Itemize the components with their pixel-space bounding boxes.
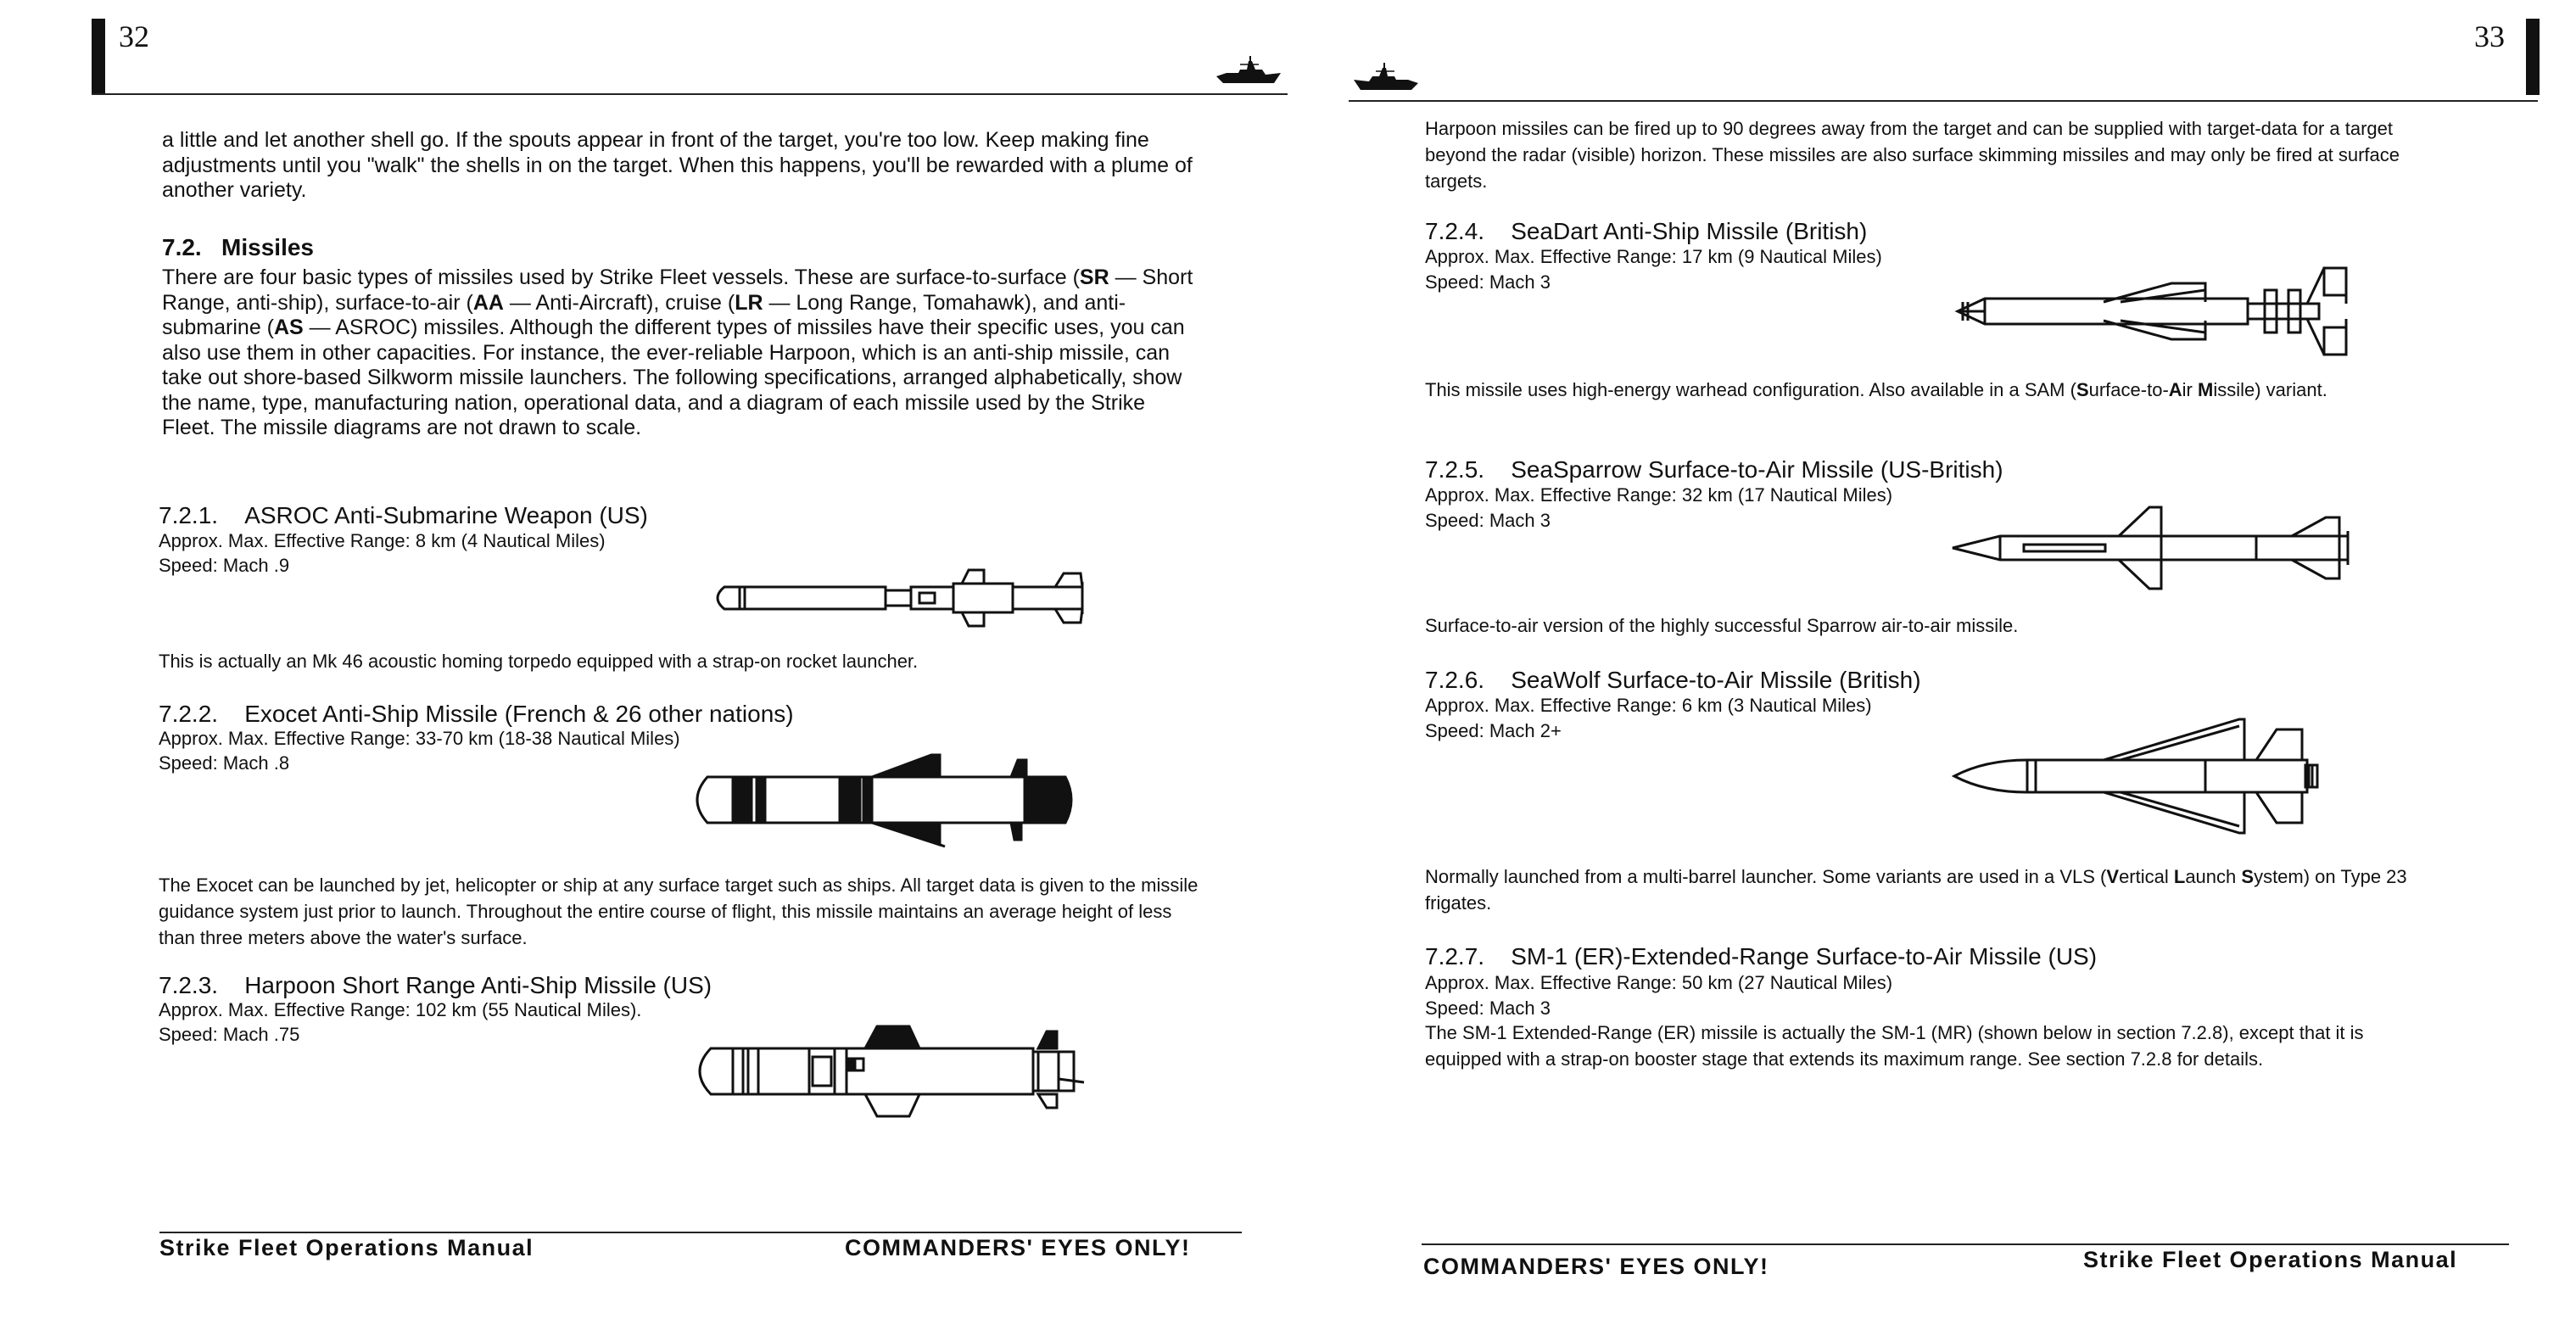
body-text: — Anti-Aircraft), cruise (	[503, 290, 735, 315]
missile-speed-exocet: Speed: Mach .8	[159, 752, 290, 774]
missile-name: Exocet Anti-Ship Missile (French & 26 other nations)	[244, 701, 794, 727]
header-rule-left	[92, 93, 1288, 95]
missile-speed-seasparrow: Speed: Mach 3	[1425, 510, 1551, 531]
missile-note-sm1er: The SM-1 Extended-Range (ER) missile is actually the SM-1 (MR) (shown below in section 7.2.8), except that it is equipped with a strap-on booster stage that extends its maximum range. See section 7.2.8 for details.	[1425, 1022, 2364, 1070]
missile-range-seasparrow: Approx. Max. Effective Range: 32 km (17 Nautical Miles)	[1425, 484, 1893, 506]
abbr-letter: V	[2106, 866, 2120, 887]
footer-rule-right	[1422, 1243, 2509, 1245]
missile-number: 7.2.6.	[1425, 667, 1485, 693]
body-text: There are four basic types of missiles used by Strike Fleet vessels. These are surface-to-surface (	[162, 265, 1080, 289]
missile-name: Harpoon Short Range Anti-Ship Missile (US)	[244, 972, 712, 998]
abbr-letter: S	[2076, 379, 2089, 400]
missile-heading-asroc	[159, 502, 648, 529]
footer-rule-left	[159, 1232, 1242, 1233]
page-tab-left	[92, 19, 105, 95]
missile-range-seawolf: Approx. Max. Effective Range: 6 km (3 Nautical Miles)	[1425, 695, 1872, 716]
missile-speed-harpoon: Speed: Mach .75	[159, 1024, 300, 1045]
missile-note-exocet: The Exocet can be launched by jet, helicopter or ship at any surface target such as ships. All target data is given to the missile guidance system just prior to launch. Throughout the entire course of flight, this missile maintains an average height of less than three meters above the water's surface.	[159, 875, 1199, 948]
abbr-letter: S	[2241, 866, 2255, 887]
missile-name: SeaWolf Surface-to-Air Missile (British)	[1511, 667, 1921, 693]
missile-speed-sm1er: Speed: Mach 3	[1425, 998, 1551, 1019]
missile-speed-seawolf: Speed: Mach 2+	[1425, 720, 1562, 741]
section-heading-missiles	[162, 234, 314, 261]
body-text: — Long Range, Tomahawk), and anti-submarine (	[162, 290, 1126, 339]
intro-paragraph-left: a little and let another shell go. If the spouts appear in front of the target, you're too low. Keep making fine adjustments until you "walk" the shells in on the target. When this happens, you'll be rewarded with a plume of another variety.	[162, 128, 1193, 202]
missile-range-seadart: Approx. Max. Effective Range: 17 km (9 Nautical Miles)	[1425, 246, 1882, 267]
header-rule-right	[1349, 100, 2538, 102]
missile-heading-exocet	[159, 701, 794, 728]
missile-heading-seasparrow	[1425, 456, 2003, 483]
body-text: — ASROC) missiles. Although the different types of missiles have their specific uses, you can also use them in other capacities. For instance, the ever-reliable Harpoon, which is an anti-ship missile, can take out shore-based Silkworm missile launchers. The following specifications, arranged alphabetically, show the name, type, manufacturing nation, operational data, and a diagram of each missile used by the Strike Fleet. The missile diagrams are not drawn to scale.	[162, 316, 1185, 439]
missile-name: SM-1 (ER)-Extended-Range Surface-to-Air Missile (US)	[1511, 943, 2098, 970]
asroc-missile-diagram	[707, 568, 1098, 628]
missile-number: 7.2.1.	[159, 502, 219, 528]
footer-title-left: Strike Fleet Operations Manual	[159, 1235, 534, 1260]
missile-note-asroc: This is actually an Mk 46 acoustic homing torpedo equipped with a strap-on rocket launcher.	[159, 651, 919, 672]
note-text: issile) variant.	[2213, 379, 2327, 400]
missiles-body-paragraph	[162, 265, 1201, 441]
missile-number: 7.2.4.	[1425, 218, 1485, 244]
missile-name: ASROC Anti-Submarine Weapon (US)	[244, 502, 648, 528]
abbr-lr: LR	[735, 290, 763, 315]
missile-heading-seadart	[1425, 218, 1867, 245]
abbr-letter: L	[2173, 866, 2186, 887]
missile-number: 7.2.5.	[1425, 456, 1485, 483]
page-number-right: 33	[2474, 20, 2505, 53]
missile-range-sm1er: Approx. Max. Effective Range: 50 km (27 Nautical Miles)	[1425, 972, 1893, 993]
section-title: Missiles	[221, 234, 314, 260]
note-text: ertical	[2119, 866, 2174, 887]
warship-icon	[1352, 61, 1420, 92]
missile-range-harpoon: Approx. Max. Effective Range: 102 km (55 Nautical Miles).	[159, 999, 642, 1020]
abbr-aa: AA	[472, 290, 504, 315]
abbr-as: AS	[274, 316, 304, 339]
footer-notice-right: COMMANDERS' EYES ONLY!	[1423, 1254, 1769, 1279]
note-text: This missile uses high-energy warhead configuration. Also available in a SAM (	[1425, 379, 2076, 400]
missile-note-seadart	[1425, 377, 2443, 403]
abbr-letter: M	[2198, 379, 2214, 400]
missile-heading-sm1er	[1425, 943, 2097, 970]
missile-number: 7.2.2.	[159, 701, 219, 727]
note-text: ystem) on Type 23 frigates.	[1425, 866, 2407, 914]
missile-name: SeaDart Anti-Ship Missile (British)	[1511, 218, 1868, 244]
missile-name: SeaSparrow Surface-to-Air Missile (US-British)	[1511, 456, 2003, 483]
exocet-missile-diagram	[685, 752, 1084, 853]
abbr-sr: SR	[1079, 265, 1109, 289]
missile-heading-harpoon	[159, 972, 712, 999]
abbr-letter: A	[2168, 379, 2182, 400]
footer-notice-left: COMMANDERS' EYES ONLY!	[845, 1235, 1191, 1260]
warship-icon	[1215, 54, 1282, 85]
missile-note-seawolf	[1425, 863, 2443, 916]
missile-range-asroc: Approx. Max. Effective Range: 8 km (4 Nautical Miles)	[159, 530, 606, 551]
note-text: ir	[2182, 379, 2198, 400]
missile-speed-seadart: Speed: Mach 3	[1425, 271, 1551, 293]
note-text: Normally launched from a multi-barrel launcher. Some variants are used in a VLS (	[1425, 866, 2107, 887]
page-tab-right	[2526, 19, 2540, 95]
seadart-missile-diagram	[1951, 265, 2358, 358]
note-text: aunch	[2185, 866, 2242, 887]
missile-speed-asroc: Speed: Mach .9	[159, 555, 290, 576]
seasparrow-missile-diagram	[1949, 506, 2356, 590]
harpoon-missile-diagram	[685, 1023, 1092, 1125]
missile-heading-seawolf	[1425, 667, 1921, 694]
missile-number: 7.2.7.	[1425, 943, 1485, 970]
page-number-left: 32	[119, 20, 149, 53]
missile-number: 7.2.3.	[159, 972, 219, 998]
body-text: — Short Range, anti-ship), surface-to-air (	[162, 265, 1193, 315]
seawolf-missile-diagram	[1951, 712, 2350, 840]
missile-note-seasparrow: Surface-to-air version of the highly successful Sparrow air-to-air missile.	[1425, 615, 2019, 636]
footer-title-right: Strike Fleet Operations Manual	[2083, 1247, 2458, 1272]
section-number: 7.2.	[162, 234, 202, 260]
note-text: urface-to-	[2088, 379, 2169, 400]
missile-range-exocet: Approx. Max. Effective Range: 33-70 km (18-38 Nautical Miles)	[159, 728, 680, 749]
intro-paragraph-right: Harpoon missiles can be fired up to 90 degrees away from the target and can be supplied with target-data for a target beyond the radar (visible) horizon. These missiles are also surface skimming missiles and may only be fired at surface targets.	[1425, 118, 2400, 192]
